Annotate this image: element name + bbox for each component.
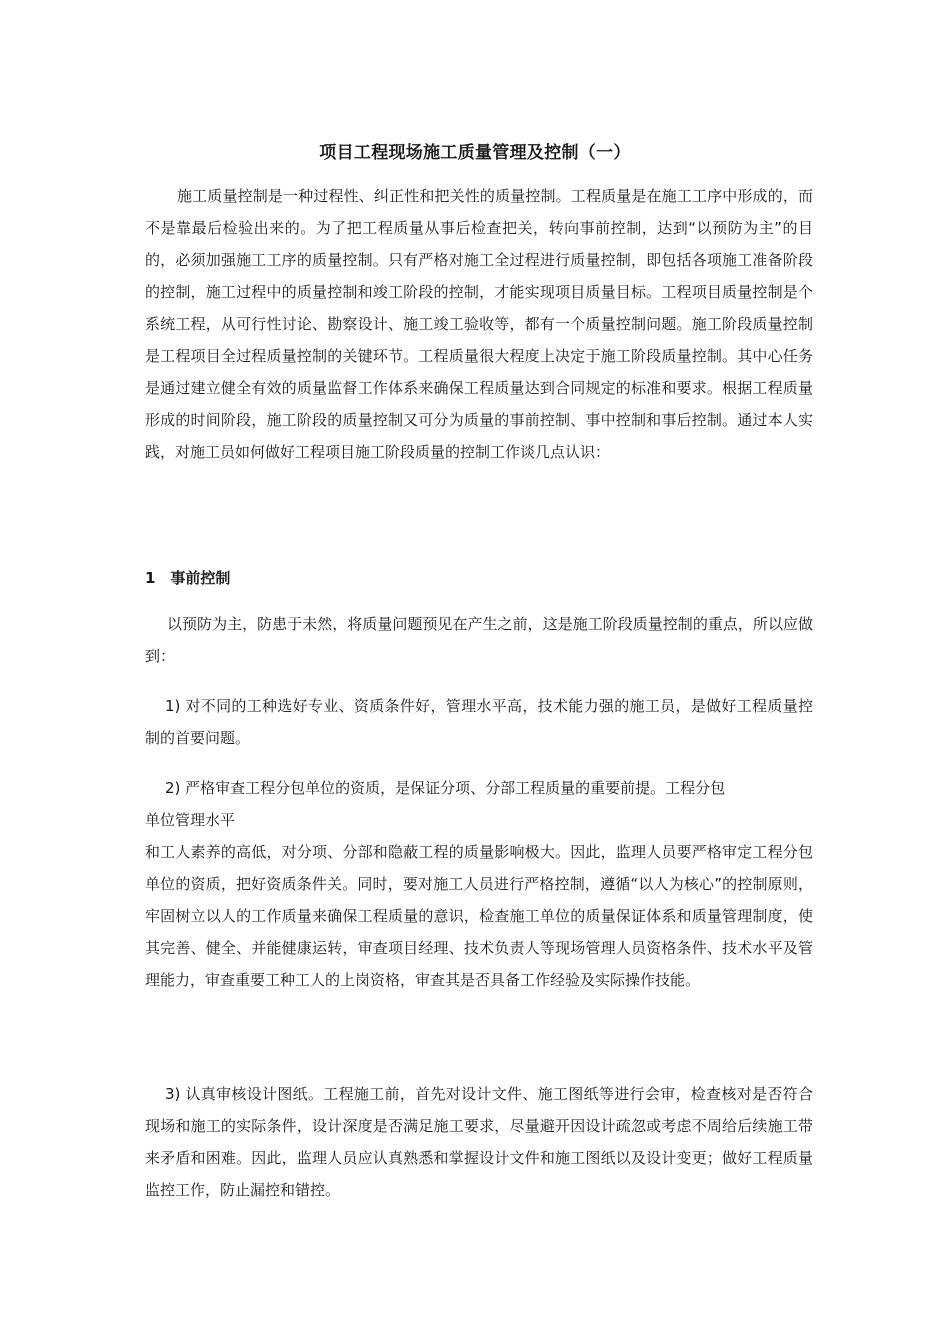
item1-block [145, 690, 813, 754]
section1-heading: 1 事前控制 [145, 569, 231, 587]
section1-block [145, 562, 813, 594]
list-item-2-line1: 2) 严格审查工程分包单位的资质，是保证分项、分部工程质量的重要前提。工程分包 [165, 779, 726, 797]
section1-lead-paragraph: 以预防为主，防患于未然，将质量问题预见在产生之前，这是施工阶段质量控制的重点，所以应做到： [145, 615, 813, 665]
item2-block [145, 772, 813, 996]
document-title: 项目工程现场施工质量管理及控制（一） [319, 143, 631, 163]
list-item-3: 3) 认真审核设计图纸。工程施工前，首先对设计文件、施工图纸等进行会审，检查核对是否符合现场和施工的实际条件，设计深度是否满足施工要求，尽量避开因设计疏忽或考虑不周给后续施工带来矛盾和困难。因此，监理人员应认真熟悉和掌握设计文件和施工图纸以及设计变更；做好工程质量监控工作，防止漏控和错控。 [145, 1085, 813, 1199]
section1-lead-block [145, 608, 813, 672]
list-item-2-continuation: 和工人素养的高低，对分项、分部和隐蔽工程的质量影响极大。因此，监理人员要严格审定工程分包单位的资质，把好资质条件关。同时，要对施工人员进行严格控制，遵循“以人为核心”的控制原则，牢固树立以人的工作质量来确保工程质量的意识，检查施工单位的质量保证体系和质量管理制度，使其完善、健全、并能健康运转，审查项目经理、技术负责人等现场管理人员资格条件、技术水平及管理能力，审查重要工种工人的上岗资格，审查其是否具备工作经验及实际操作技能。 [145, 843, 813, 989]
list-item-2-line2: 单位管理水平 [145, 811, 236, 829]
intro-block [145, 180, 813, 468]
intro-paragraph: 施工质量控制是一种过程性、纠正性和把关性的质量控制。工程质量是在施工工序中形成的，而不是靠最后检验出来的。为了把工程质量从事后检查把关，转向事前控制，达到“以预防为主”的目的，必须加强施工工序的质量控制。只有严格对施工全过程进行质量控制，即包括各项施工准备阶段的控制，施工过程中的质量控制和竣工阶段的控制，才能实现项目质量目标。工程项目质量控制是个系统工程，从可行性讨论、勘察设计、施工竣工验收等，都有一个质量控制问题。施工阶段质量控制是工程项目全过程质量控制的关键环节。工程质量很大程度上决定于施工阶段质量控制。其中心任务是通过建立健全有效的质量监督工作体系来确保工程质量达到合同规定的标准和要求。根据工程质量形成的时间阶段，施工阶段的质量控制又可分为质量的事前控制、事中控制和事后控制。通过本人实践，对施工员如何做好工程项目施工阶段质量的控制工作谈几点认识： [145, 187, 813, 461]
list-item-1: 1) 对不同的工种选好专业、资质条件好，管理水平高，技术能力强的施工员，是做好工程质量控制的首要问题。 [145, 697, 813, 747]
item3-block [145, 1078, 813, 1206]
